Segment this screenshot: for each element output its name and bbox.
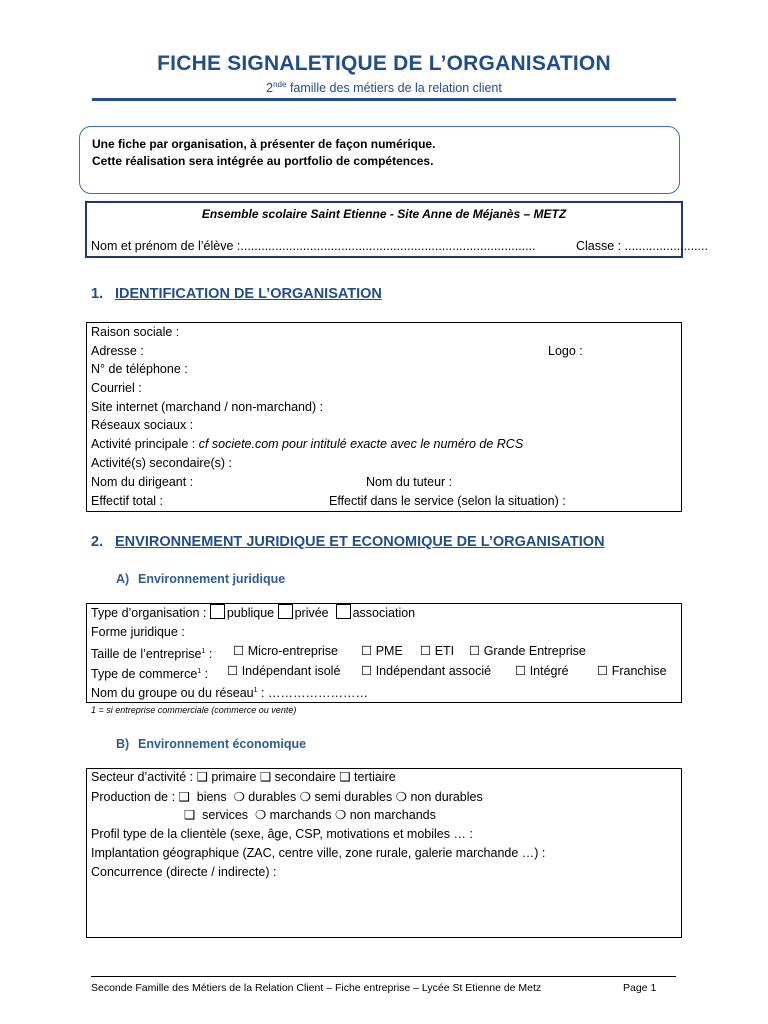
site-internet-field[interactable]: Site internet (marchand / non-marchand) : [91, 400, 324, 414]
commerce-franchise[interactable] [597, 662, 667, 681]
option-pme: PME [375, 644, 403, 658]
radio-circle-icon[interactable]: ❍ [233, 790, 245, 804]
reseaux-sociaux-field[interactable]: Réseaux sociaux : [91, 418, 194, 432]
subsection-b-number: B) [116, 737, 130, 751]
profil-clientele-field[interactable]: Profil type de la clientèle (sexe, âge, CSP, motivations et mobiles … : [91, 827, 473, 841]
school-name: Ensemble scolaire Saint Etienne - Site Anne de Méjanès – METZ [201, 207, 567, 221]
option-association: association [352, 606, 416, 620]
taille-micro[interactable] [233, 642, 338, 661]
option-independant-associe: Indépendant associé [375, 664, 492, 678]
option-franchise: Franchise [611, 664, 667, 678]
student-name-field[interactable]: Nom et prénom de l’élève :..................................................................................... [91, 239, 536, 253]
footnote: 1 = si entreprise commerciale (commerce ou vente) [91, 705, 297, 715]
option-services: services [202, 808, 249, 822]
commerce-associe[interactable] [361, 662, 491, 681]
option-grande-entreprise: Grande Entreprise [483, 644, 586, 658]
footer-divider [91, 976, 676, 977]
tuteur-field[interactable]: Nom du tuteur : [366, 475, 453, 489]
raison-sociale-field[interactable]: Raison sociale : [91, 325, 180, 339]
instructions-line-2: Cette réalisation sera intégrée au portfolio de compétences. [92, 154, 434, 168]
effectif-total-field[interactable]: Effectif total : [91, 494, 164, 508]
type-organisation-label: Type d’organisation : [91, 606, 207, 620]
checkbox-icon[interactable]: ☐ [361, 644, 373, 658]
option-durables: durables [248, 790, 297, 804]
option-micro-entreprise: Micro-entreprise [247, 644, 339, 658]
section-1-heading [91, 286, 382, 302]
subsection-a-heading [116, 572, 285, 586]
dirigeant-field[interactable]: Nom du dirigeant : [91, 475, 194, 489]
secteur-activite-row [91, 768, 396, 787]
commerce-footnote-ref: 1 [197, 668, 202, 675]
subsection-b-heading [116, 737, 306, 751]
title-divider [92, 98, 676, 101]
concurrence-field[interactable]: Concurrence (directe / indirecte) : [91, 865, 277, 879]
logo-field[interactable]: Logo : [548, 344, 583, 358]
section-2-number: 2. [91, 534, 104, 550]
activite-secondaire-field[interactable]: Activité(s) secondaire(s) : [91, 456, 233, 470]
option-privee: privée [294, 606, 329, 620]
activite-principale-label: Activité principale : [91, 437, 199, 451]
taille-entreprise-label [91, 642, 212, 661]
option-marchands: marchands [269, 808, 332, 822]
option-non-marchands: non marchands [349, 808, 436, 822]
radio-circle-icon[interactable]: ❍ [299, 790, 311, 804]
production-label: Production de : [91, 790, 176, 804]
taille-label-text: Taille de l’entreprise [91, 647, 202, 662]
square-checkbox-icon[interactable]: ❑ [184, 808, 196, 822]
production-biens-row [91, 788, 483, 807]
taille-colon: : [205, 647, 213, 662]
checkbox-publique[interactable] [210, 604, 225, 619]
instructions-box [79, 126, 680, 194]
radio-circle-icon[interactable]: ❍ [254, 808, 267, 822]
checkbox-icon[interactable]: ☐ [233, 644, 245, 658]
subtitle-sup: nde [273, 80, 287, 89]
subsection-a-number: A) [116, 572, 130, 586]
telephone-field[interactable]: N° de téléphone : [91, 362, 188, 376]
subsection-b-title: Environnement économique [138, 737, 307, 751]
groupe-dots: : …………………… [257, 686, 368, 701]
section-2-title: ENVIRONNEMENT JURIDIQUE ET ECONOMIQUE DE L’ORGANISATION [115, 534, 605, 550]
section-1-title: IDENTIFICATION DE L’ORGANISATION [115, 286, 382, 302]
section-2-heading [91, 534, 605, 550]
implantation-field[interactable]: Implantation géographique (ZAC, centre ville, zone rurale, galerie marchande …) : [91, 846, 546, 860]
checkbox-icon[interactable]: ☐ [361, 664, 373, 678]
commerce-isole[interactable] [227, 662, 340, 681]
type-organisation-row [91, 604, 415, 623]
adresse-field[interactable]: Adresse : [91, 344, 144, 358]
radio-circle-icon[interactable]: ❍ [395, 790, 407, 804]
section-1-number: 1. [91, 286, 104, 302]
subtitle-text: famille des métiers de la relation client [286, 81, 502, 96]
option-eti: ETI [434, 644, 455, 658]
secteur-label: Secteur d’activité : [91, 770, 194, 784]
subtitle-number: 2 [266, 81, 274, 96]
page-title: FICHE SIGNALETIQUE DE L’ORGANISATION [157, 52, 611, 75]
option-secondaire: secondaire [274, 770, 336, 784]
option-semi-durables: semi durables [314, 790, 393, 804]
checkbox-privee[interactable] [278, 604, 293, 619]
square-checkbox-icon[interactable]: ❑ [196, 770, 208, 784]
option-primaire: primaire [211, 770, 257, 784]
groupe-label-text: Nom du groupe ou du réseau [91, 686, 254, 701]
square-checkbox-icon[interactable]: ❑ [178, 790, 190, 804]
courriel-field[interactable]: Courriel : [91, 381, 142, 395]
taille-footnote-ref: 1 [201, 648, 206, 655]
production-services-row [184, 806, 436, 825]
option-biens: biens [196, 790, 227, 804]
radio-circle-icon[interactable]: ❍ [335, 808, 347, 822]
option-independant-isole: Indépendant isolé [241, 664, 341, 678]
type-commerce-label [91, 662, 208, 681]
taille-eti[interactable] [420, 642, 454, 661]
instructions-line-1: Une fiche par organisation, à présenter de façon numérique. [92, 137, 436, 151]
groupe-reseau-field[interactable] [91, 681, 368, 700]
subsection-a-title: Environnement juridique [138, 572, 286, 586]
effectif-service-field[interactable]: Effectif dans le service (selon la situation) : [329, 494, 566, 508]
option-non-durables: non durables [410, 790, 483, 804]
page-subtitle [0, 80, 768, 95]
taille-grande[interactable] [469, 642, 586, 661]
option-publique: publique [226, 606, 275, 620]
commerce-colon: : [201, 667, 209, 682]
checkbox-icon[interactable]: ☐ [597, 664, 609, 678]
square-checkbox-icon[interactable]: ❑ [339, 770, 351, 784]
checkbox-icon[interactable]: ☐ [515, 664, 527, 678]
checkbox-icon[interactable]: ☐ [420, 644, 432, 658]
groupe-footnote-ref: 1 [253, 687, 258, 694]
commerce-integre[interactable] [515, 662, 569, 681]
activite-principale-hint: cf societe.com pour intitulé exacte avec le numéro de RCS [198, 437, 524, 451]
checkbox-icon[interactable]: ☐ [227, 664, 239, 678]
footer-text: Seconde Famille des Métiers de la Relation Client – Fiche entreprise – Lycée St Etienne de Metz [91, 982, 542, 994]
activite-principale-field[interactable] [91, 435, 523, 454]
taille-pme[interactable] [361, 642, 403, 661]
forme-juridique-field[interactable]: Forme juridique : [91, 625, 185, 639]
class-field[interactable]: Classe : ........................ [576, 239, 708, 253]
option-tertiaire: tertiaire [354, 770, 396, 784]
checkbox-association[interactable] [336, 604, 351, 619]
page-number: Page 1 [623, 982, 657, 994]
square-checkbox-icon[interactable]: ❑ [259, 770, 272, 784]
commerce-label-text: Type de commerce [91, 667, 198, 682]
checkbox-icon[interactable]: ☐ [469, 644, 481, 658]
option-integre: Intégré [529, 664, 569, 678]
